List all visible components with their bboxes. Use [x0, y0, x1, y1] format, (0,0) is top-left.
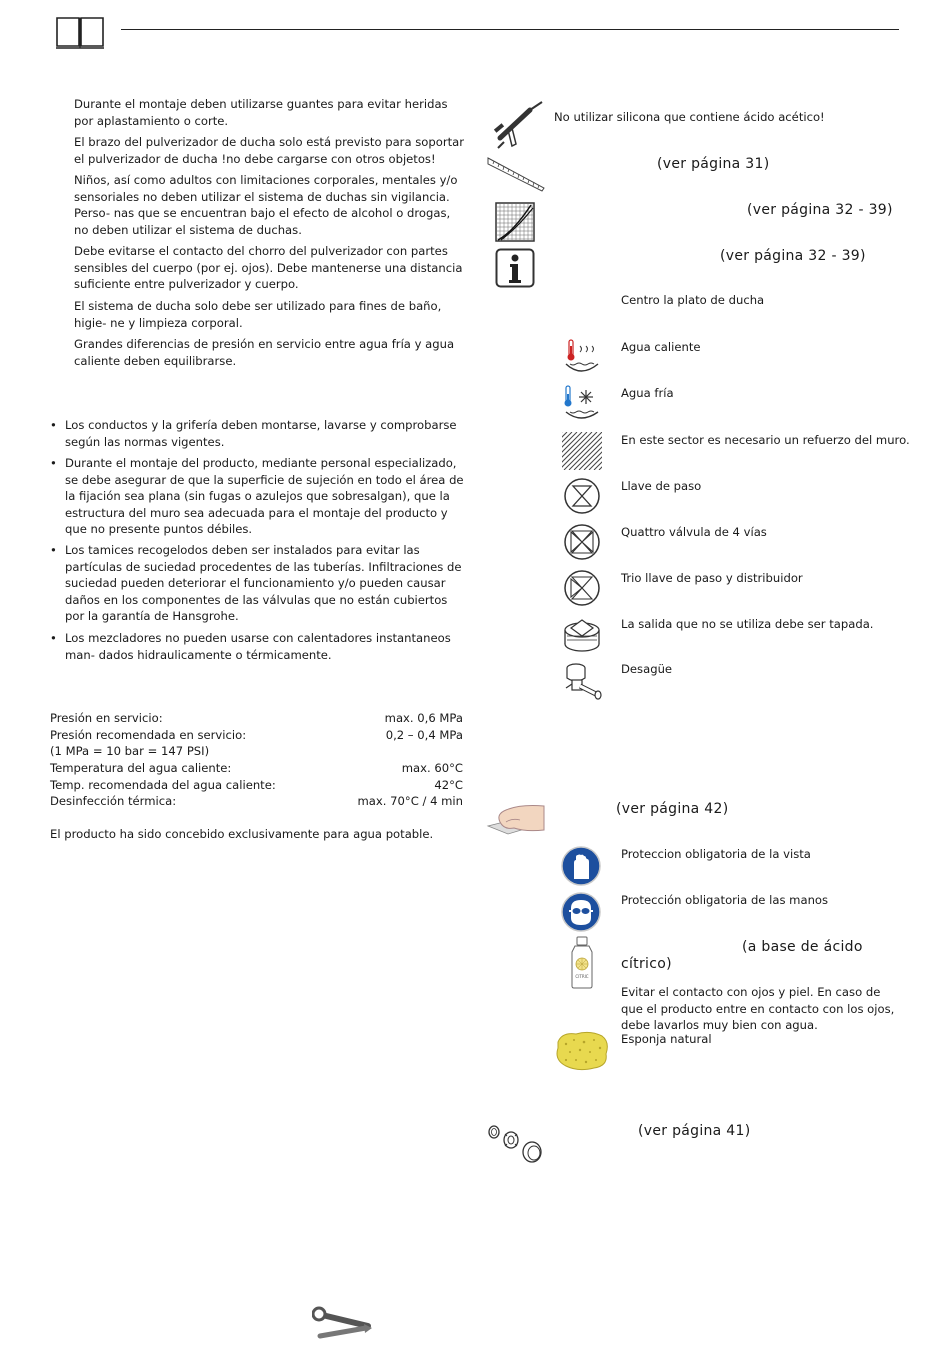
legend-label: La salida que no se utiliza debe ser tapada.: [621, 617, 874, 631]
page-reference: cítrico): [621, 956, 672, 972]
wrench-icon: [312, 1306, 374, 1349]
list-item: • Durante el montaje del producto, mediante personal especializado, se debe asegurar de que la superficie de sujeción en todo el área de la fijación sea plana (sin fugas o azulejos que sobresalgan), que la estructura del muro sea adecuada para el montaje del producto y que no presente puntos débiles.: [50, 456, 464, 536]
sponge-icon: [554, 1028, 610, 1075]
pressure-graph-icon: [495, 202, 535, 245]
legend-label: Protección obligatoria de las manos: [621, 893, 829, 907]
header-rule: [121, 29, 899, 30]
safety-note: El brazo del pulverizador de ducha solo está previsto para soportar el pulverizador de ducha !no debe cargarse con otros objetos!: [74, 135, 465, 166]
drain-icon: [562, 660, 604, 703]
eye-protection-icon: [561, 892, 601, 935]
contact-warning: Evitar el contacto con ojos y piel. En caso de que el producto entre en contacto con los ojos, debe lavarlos muy bien con agua.: [621, 985, 895, 1032]
page-reference: (ver página 32 - 39): [747, 202, 893, 218]
legend-label: Esponja natural: [621, 1032, 712, 1046]
list-item: • Los tamices recogelodos deben ser instalados para evitar las partículas de suciedad procedentes de las tuberías. Infiltraciones de suciedad pueden deteriorar el funcionamiento y/o pueden causar daños en los componentes de las válvulas que no están cubiertos por la garantía de Hansgrohe.: [50, 543, 462, 623]
list-item: • Los mezcladores no pueden usarse con calentadores instantaneos man- dados hidraulicamente o térmicamente.: [50, 631, 451, 662]
legend-label: Centro la plato de ducha: [621, 293, 765, 307]
safety-note: Grandes diferencias de presión en servicio entre agua fría y agua caliente deben equilibrarse.: [74, 337, 455, 368]
page-reference: (ver página 31): [657, 156, 770, 172]
legend-label: En este sector es necesario un refuerzo del muro.: [621, 433, 910, 447]
safety-note: Niños, así como adultos con limitaciones corporales, mentales y/o sensoriales no deben utilizar el sistema de duchas sin vigilancia. Perso- nas que se encuentran bajo el efecto de alcohol o drogas, no deben utilizar el sistema de duchas.: [74, 173, 458, 237]
safety-note: Durante el montaje deben utilizarse guantes para evitar heridas por aplastamiento o corte.: [74, 97, 448, 128]
legend-label: Agua fría: [621, 386, 674, 400]
trio-valve-icon: [563, 569, 601, 610]
outlet-cap-icon: [562, 614, 602, 657]
citric-label: CITRIC: [575, 974, 589, 979]
legend-label: Llave de paso: [621, 479, 702, 493]
legend-label: Quattro válvula de 4 vías: [621, 525, 767, 539]
quattro-valve-icon: [563, 523, 601, 564]
hand-cleaning-icon: [486, 800, 546, 841]
ruler-icon: [486, 156, 546, 195]
info-icon: [495, 248, 535, 291]
page-reference: (ver página 42): [616, 801, 729, 817]
safety-note: El sistema de ducha solo debe ser utilizado para fines de baño, higie- ne y limpieza corporal.: [74, 299, 442, 330]
wall-reinforcement-hatch-icon: [562, 432, 602, 473]
cold-water-icon: [560, 384, 602, 427]
silicone-warning: No utilizar silicona que contiene ácido acético!: [554, 110, 825, 124]
page-reference: (ver página 41): [638, 1123, 751, 1139]
shut-off-valve-icon: [563, 477, 601, 518]
seal-parts-icon: [486, 1122, 546, 1167]
legend-label: Desagüe: [621, 662, 673, 676]
page-reference: (ver página 32 - 39): [720, 248, 866, 264]
safety-note: Debe evitarse el contacto del chorro del pulverizador con partes sensibles del cuerpo (por ej. ojos). Debe mantenerse una distancia suficiente entre pulverizador y cuerpo.: [74, 244, 463, 291]
hot-water-icon: [560, 338, 602, 379]
legend-label: Agua caliente: [621, 340, 701, 354]
silicone-gun-icon: [490, 98, 550, 153]
legend-label: Trio llave de paso y distribuidor: [621, 571, 803, 585]
page-reference: (a base de ácido: [742, 939, 863, 955]
citric-cleaner-bottle-icon: [568, 936, 596, 993]
list-item: • Los conductos y la grifería deben montarse, lavarse y comprobarse según las normas vigentes.: [50, 418, 457, 449]
potable-water-note: El producto ha sido concebido exclusivamente para agua potable.: [50, 827, 434, 841]
legend-label: Proteccion obligatoria de la vista: [621, 847, 811, 861]
manual-book-icon: [54, 12, 106, 53]
hand-protection-icon: [561, 846, 601, 889]
